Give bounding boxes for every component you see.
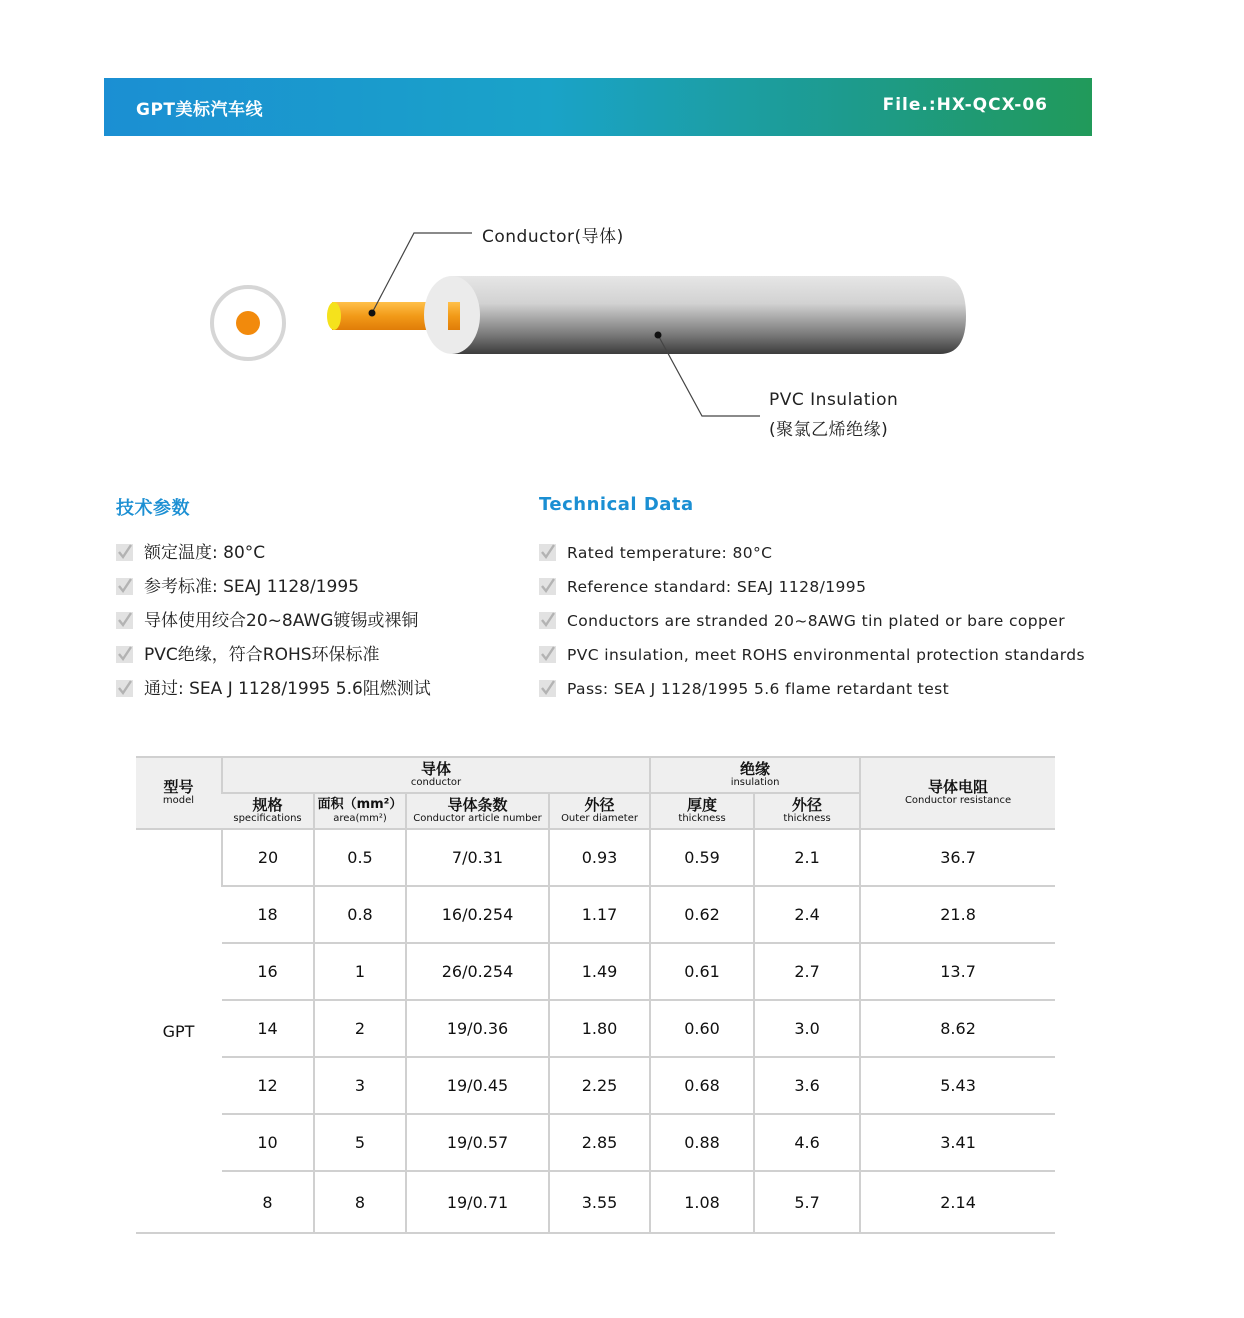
file-number: File.:HX-QCX-06 bbox=[882, 95, 1048, 115]
check-icon bbox=[539, 612, 556, 629]
check-icon bbox=[116, 612, 133, 629]
table-row: 14 2 19/0.36 1.80 0.60 3.0 8.62 bbox=[136, 1000, 1055, 1057]
insulation-label-zh: (聚氯乙烯绝缘) bbox=[769, 420, 889, 440]
header-conductor: 导体 conductor bbox=[222, 757, 650, 793]
model-cell: GPT bbox=[136, 829, 222, 1233]
check-icon bbox=[539, 544, 556, 561]
check-icon bbox=[539, 578, 556, 595]
list-item: 通过: SEA J 1128/1995 5.6阻燃测试 bbox=[116, 677, 431, 711]
header-model: 型号 model bbox=[136, 757, 222, 829]
header-strands: 导体条数 Conductor article number bbox=[406, 793, 549, 829]
table-row: GPT 20 0.5 7/0.31 0.93 0.59 2.1 36.7 bbox=[136, 829, 1055, 886]
insulation-shape bbox=[424, 276, 966, 354]
conductor-label: Conductor(导体) bbox=[482, 227, 624, 247]
insulation-label-en: PVC Insulation bbox=[769, 390, 899, 410]
list-item: 额定温度: 80°C bbox=[116, 541, 431, 575]
check-icon bbox=[116, 680, 133, 697]
cross-section-icon bbox=[212, 287, 284, 359]
check-icon bbox=[116, 544, 133, 561]
document-title: GPT美标汽车线 bbox=[136, 100, 264, 120]
tech-list-zh bbox=[116, 541, 431, 711]
header-thickness: 厚度 thickness bbox=[650, 793, 754, 829]
list-item: PVC insulation, meet ROHS environmental protection standards bbox=[539, 643, 1085, 677]
list-item: 参考标准: SEAJ 1128/1995 bbox=[116, 575, 431, 609]
list-item: 导体使用绞合20~8AWG镀锡或裸铜 bbox=[116, 609, 431, 643]
list-item: Conductors are stranded 20~8AWG tin plated or bare copper bbox=[539, 609, 1085, 643]
header-spec: 规格 specifications bbox=[222, 793, 314, 829]
check-icon bbox=[539, 646, 556, 663]
header-band bbox=[104, 78, 1092, 136]
header-resistance: 导体电阻 Conductor resistance bbox=[860, 757, 1055, 829]
check-icon bbox=[116, 578, 133, 595]
header-ins-outer-diameter: 外径 thickness bbox=[754, 793, 860, 829]
list-item: Rated temperature: 80°C bbox=[539, 541, 1085, 575]
table-header bbox=[136, 757, 1055, 829]
check-icon bbox=[539, 680, 556, 697]
spec-table bbox=[136, 756, 1055, 1234]
table-body bbox=[136, 829, 1055, 1233]
table-row: 8 8 19/0.71 3.55 1.08 5.7 2.14 bbox=[136, 1171, 1055, 1233]
table-row: 10 5 19/0.57 2.85 0.88 4.6 3.41 bbox=[136, 1114, 1055, 1171]
header-outer-diameter: 外径 Outer diameter bbox=[549, 793, 650, 829]
list-item: PVC绝缘，符合ROHS环保标准 bbox=[116, 643, 431, 677]
list-item: Reference standard: SEAJ 1128/1995 bbox=[539, 575, 1085, 609]
table-row: 18 0.8 16/0.254 1.17 0.62 2.4 21.8 bbox=[136, 886, 1055, 943]
table-row: 12 3 19/0.45 2.25 0.68 3.6 5.43 bbox=[136, 1057, 1055, 1114]
check-icon bbox=[116, 646, 133, 663]
header-area: 面积（mm²） area(mm²) bbox=[314, 793, 406, 829]
tech-title-en: Technical Data bbox=[539, 494, 694, 515]
cable-diagram bbox=[200, 210, 980, 450]
table-row: 16 1 26/0.254 1.49 0.61 2.7 13.7 bbox=[136, 943, 1055, 1000]
header-insulation: 绝缘 insulation bbox=[650, 757, 860, 793]
tech-title-zh: 技术参数 bbox=[116, 498, 190, 519]
list-item: Pass: SEA J 1128/1995 5.6 flame retardant test bbox=[539, 677, 1085, 711]
tech-list-en bbox=[539, 541, 1085, 711]
